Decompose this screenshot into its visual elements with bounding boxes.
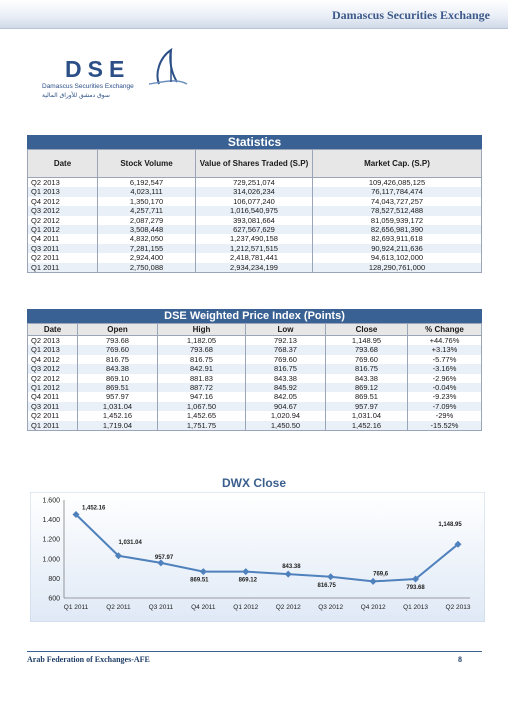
- table-cell: 4,023,111: [98, 187, 196, 196]
- table-cell: 792.13: [246, 336, 326, 346]
- table-cell: Q1 2011: [28, 421, 78, 431]
- table-cell: 957.97: [78, 392, 158, 401]
- statistics-header-row: [28, 150, 482, 178]
- table-cell: +44.76%: [408, 336, 482, 346]
- table-cell: 2,934,234,199: [196, 263, 313, 273]
- table-cell: -15.52%: [408, 421, 482, 431]
- table-cell: 81,059,939,172: [313, 216, 482, 225]
- table-cell: 128,290,761,000: [313, 263, 482, 273]
- table-cell: 904.67: [246, 402, 326, 411]
- table-cell: 7,281,155: [98, 244, 196, 253]
- data-label: 1,148.95: [438, 522, 462, 529]
- column-header: Stock Volume: [98, 150, 196, 178]
- table-cell: 842.05: [246, 392, 326, 401]
- column-header: High: [158, 324, 246, 336]
- table-cell: 869.51: [78, 383, 158, 392]
- table-cell: 78,527,512,488: [313, 206, 482, 215]
- table-row: [28, 253, 482, 262]
- table-row: [28, 374, 482, 383]
- table-row: [28, 225, 482, 234]
- table-cell: 2,750,088: [98, 263, 196, 273]
- table-cell: 1,212,571,515: [196, 244, 313, 253]
- header-title: Damascus Securities Exchange: [332, 8, 490, 22]
- table-cell: 1,020.94: [246, 411, 326, 420]
- footer-text: Arab Federation of Exchanges-AFE: [27, 655, 150, 664]
- column-header: Date: [28, 150, 98, 178]
- table-row: [28, 336, 482, 346]
- table-cell: 768.37: [246, 345, 326, 354]
- x-tick-label: Q4 2011: [191, 604, 216, 611]
- x-tick-label: Q2 2013: [445, 604, 471, 611]
- table-cell: 1,031.04: [78, 402, 158, 411]
- dse-logo-graphic: [37, 44, 197, 100]
- table-cell: 1,350,170: [98, 197, 196, 206]
- dwx-close-chart: [30, 492, 485, 622]
- table-cell: 793.68: [78, 336, 158, 346]
- dse-logo: [37, 44, 197, 100]
- table-cell: 842.91: [158, 364, 246, 373]
- column-header: % Change: [408, 324, 482, 336]
- x-tick-label: Q3 2012: [318, 604, 344, 611]
- x-tick-label: Q1 2011: [63, 604, 89, 611]
- table-cell: Q4 2012: [28, 355, 78, 364]
- table-cell: 314,026,234: [196, 187, 313, 196]
- table-cell: Q2 2011: [28, 253, 98, 262]
- table-cell: 74,043,727,257: [313, 197, 482, 206]
- index-table: [27, 323, 482, 431]
- table-row: [28, 216, 482, 225]
- table-cell: 109,426,085,125: [313, 178, 482, 188]
- y-tick-label: 800: [48, 575, 60, 583]
- table-cell: 393,081,664: [196, 216, 313, 225]
- table-cell: -9.23%: [408, 392, 482, 401]
- x-tick-label: Q4 2012: [360, 604, 386, 611]
- table-cell: Q2 2013: [28, 178, 98, 188]
- table-row: [28, 206, 482, 215]
- logo-arabic: سوق دمشق للأوراق المالية: [42, 92, 110, 99]
- table-cell: +3.13%: [408, 345, 482, 354]
- table-cell: 869.12: [326, 383, 408, 392]
- table-cell: 106,077,240: [196, 197, 313, 206]
- table-cell: 769.60: [246, 355, 326, 364]
- statistics-body: [28, 178, 482, 273]
- table-cell: Q1 2011: [28, 263, 98, 273]
- table-cell: 1,450.50: [246, 421, 326, 431]
- table-row: [28, 411, 482, 420]
- table-cell: 1,452.16: [326, 421, 408, 431]
- table-cell: 816.75: [78, 355, 158, 364]
- table-cell: -0.04%: [408, 383, 482, 392]
- table-cell: 843.38: [78, 364, 158, 373]
- table-row: [28, 244, 482, 253]
- table-row: [28, 392, 482, 401]
- table-cell: 843.38: [326, 374, 408, 383]
- y-tick-label: 1.400: [42, 517, 60, 525]
- table-cell: Q1 2013: [28, 187, 98, 196]
- table-row: [28, 263, 482, 273]
- x-tick-label: Q2 2012: [275, 604, 301, 611]
- table-cell: 816.75: [158, 355, 246, 364]
- table-row: [28, 364, 482, 373]
- chart-title: DWX Close: [221, 476, 286, 490]
- index-body: [28, 336, 482, 431]
- table-cell: 769.60: [326, 355, 408, 364]
- table-cell: Q2 2012: [28, 374, 78, 383]
- table-cell: 1,237,490,158: [196, 234, 313, 243]
- page-header: [0, 0, 508, 29]
- index-header-row: [28, 324, 482, 336]
- table-cell: 869.51: [326, 392, 408, 401]
- data-label: 1,031.04: [118, 539, 142, 546]
- x-tick-label: Q1 2012: [233, 604, 259, 611]
- table-cell: 1,031.04: [326, 411, 408, 420]
- table-cell: 1,016,540,975: [196, 206, 313, 215]
- table-cell: 816.75: [246, 364, 326, 373]
- table-cell: 845.92: [246, 383, 326, 392]
- statistics-table: [27, 149, 482, 273]
- data-label: 957.97: [154, 554, 174, 561]
- data-label: 816.75: [317, 582, 336, 589]
- x-tick-label: Q2 2011: [106, 604, 131, 611]
- table-cell: 82,656,981,390: [313, 225, 482, 234]
- column-header: Close: [326, 324, 408, 336]
- table-cell: 887.72: [158, 383, 246, 392]
- table-cell: 947.16: [158, 392, 246, 401]
- data-label: 793.68: [406, 585, 425, 592]
- table-cell: 793.68: [158, 345, 246, 354]
- data-label: 843.38: [282, 564, 301, 571]
- table-cell: 2,924,400: [98, 253, 196, 262]
- table-cell: 76,117,784,474: [313, 187, 482, 196]
- table-cell: Q1 2012: [28, 383, 78, 392]
- table-row: [28, 402, 482, 411]
- table-cell: 729,251,074: [196, 178, 313, 188]
- table-cell: 4,832,050: [98, 234, 196, 243]
- table-row: [28, 234, 482, 243]
- table-cell: 843.38: [246, 374, 326, 383]
- table-cell: 2,087,279: [98, 216, 196, 225]
- column-header: Value of Shares Traded (S.P): [196, 150, 313, 178]
- table-cell: -5.77%: [408, 355, 482, 364]
- table-cell: 957.97: [326, 402, 408, 411]
- column-header: Low: [246, 324, 326, 336]
- table-cell: -29%: [408, 411, 482, 420]
- table-cell: 1,452.65: [158, 411, 246, 420]
- table-cell: 3,508,448: [98, 225, 196, 234]
- data-label: 869.51: [190, 577, 209, 584]
- data-label: 1,452.16: [82, 505, 106, 512]
- table-row: [28, 178, 482, 188]
- table-cell: Q3 2012: [28, 364, 78, 373]
- table-cell: 1,452.16: [78, 411, 158, 420]
- y-tick-label: 600: [48, 595, 60, 603]
- table-cell: 1,719.04: [78, 421, 158, 431]
- table-row: [28, 187, 482, 196]
- table-cell: 627,567,629: [196, 225, 313, 234]
- table-cell: 769.60: [78, 345, 158, 354]
- table-cell: 94,613,102,000: [313, 253, 482, 262]
- column-header: Market Cap. (S.P): [313, 150, 482, 178]
- table-row: [28, 355, 482, 364]
- table-cell: Q2 2011: [28, 411, 78, 420]
- x-tick-label: Q3 2011: [148, 604, 174, 611]
- column-header: Date: [28, 324, 78, 336]
- table-cell: 82,693,911,618: [313, 234, 482, 243]
- table-row: [28, 197, 482, 206]
- table-cell: 6,192,547: [98, 178, 196, 188]
- table-cell: Q4 2012: [28, 197, 98, 206]
- table-cell: -7.09%: [408, 402, 482, 411]
- table-cell: Q3 2012: [28, 206, 98, 215]
- y-tick-label: 1.200: [42, 536, 60, 544]
- table-cell: 4,257,711: [98, 206, 196, 215]
- table-cell: -2.96%: [408, 374, 482, 383]
- table-cell: Q3 2011: [28, 402, 78, 411]
- table-cell: Q4 2011: [28, 234, 98, 243]
- statistics-title: Statistics: [27, 135, 482, 149]
- y-tick-label: 1.000: [42, 556, 60, 564]
- table-cell: 1,067.50: [158, 402, 246, 411]
- table-cell: 881.83: [158, 374, 246, 383]
- table-cell: 793.68: [326, 345, 408, 354]
- table-cell: Q4 2011: [28, 392, 78, 401]
- data-label: 769,6: [373, 571, 389, 578]
- table-cell: Q1 2012: [28, 225, 98, 234]
- table-cell: -3.16%: [408, 364, 482, 373]
- table-cell: 816.75: [326, 364, 408, 373]
- table-cell: 1,148.95: [326, 336, 408, 346]
- page-number: 8: [458, 655, 462, 664]
- column-header: Open: [78, 324, 158, 336]
- table-cell: Q2 2013: [28, 336, 78, 346]
- data-label: 869.12: [238, 577, 257, 584]
- table-cell: 2,418,781,441: [196, 253, 313, 262]
- table-cell: Q3 2011: [28, 244, 98, 253]
- table-cell: 869.10: [78, 374, 158, 383]
- table-cell: Q1 2013: [28, 345, 78, 354]
- table-row: [28, 421, 482, 431]
- table-row: [28, 383, 482, 392]
- x-tick-label: Q1 2013: [403, 604, 429, 611]
- table-cell: 90,924,211,636: [313, 244, 482, 253]
- index-title: DSE Weighted Price Index (Points): [27, 309, 482, 323]
- table-cell: 1,182.05: [158, 336, 246, 346]
- logo-subtitle: Damascus Securities Exchange: [42, 83, 134, 90]
- y-tick-label: 1.600: [42, 497, 60, 505]
- table-cell: 1,751.75: [158, 421, 246, 431]
- table-cell: Q2 2012: [28, 216, 98, 225]
- chart-background: [30, 492, 485, 622]
- table-row: [28, 345, 482, 354]
- footer-rule: [27, 651, 482, 652]
- logo-letters: DSE: [65, 56, 131, 82]
